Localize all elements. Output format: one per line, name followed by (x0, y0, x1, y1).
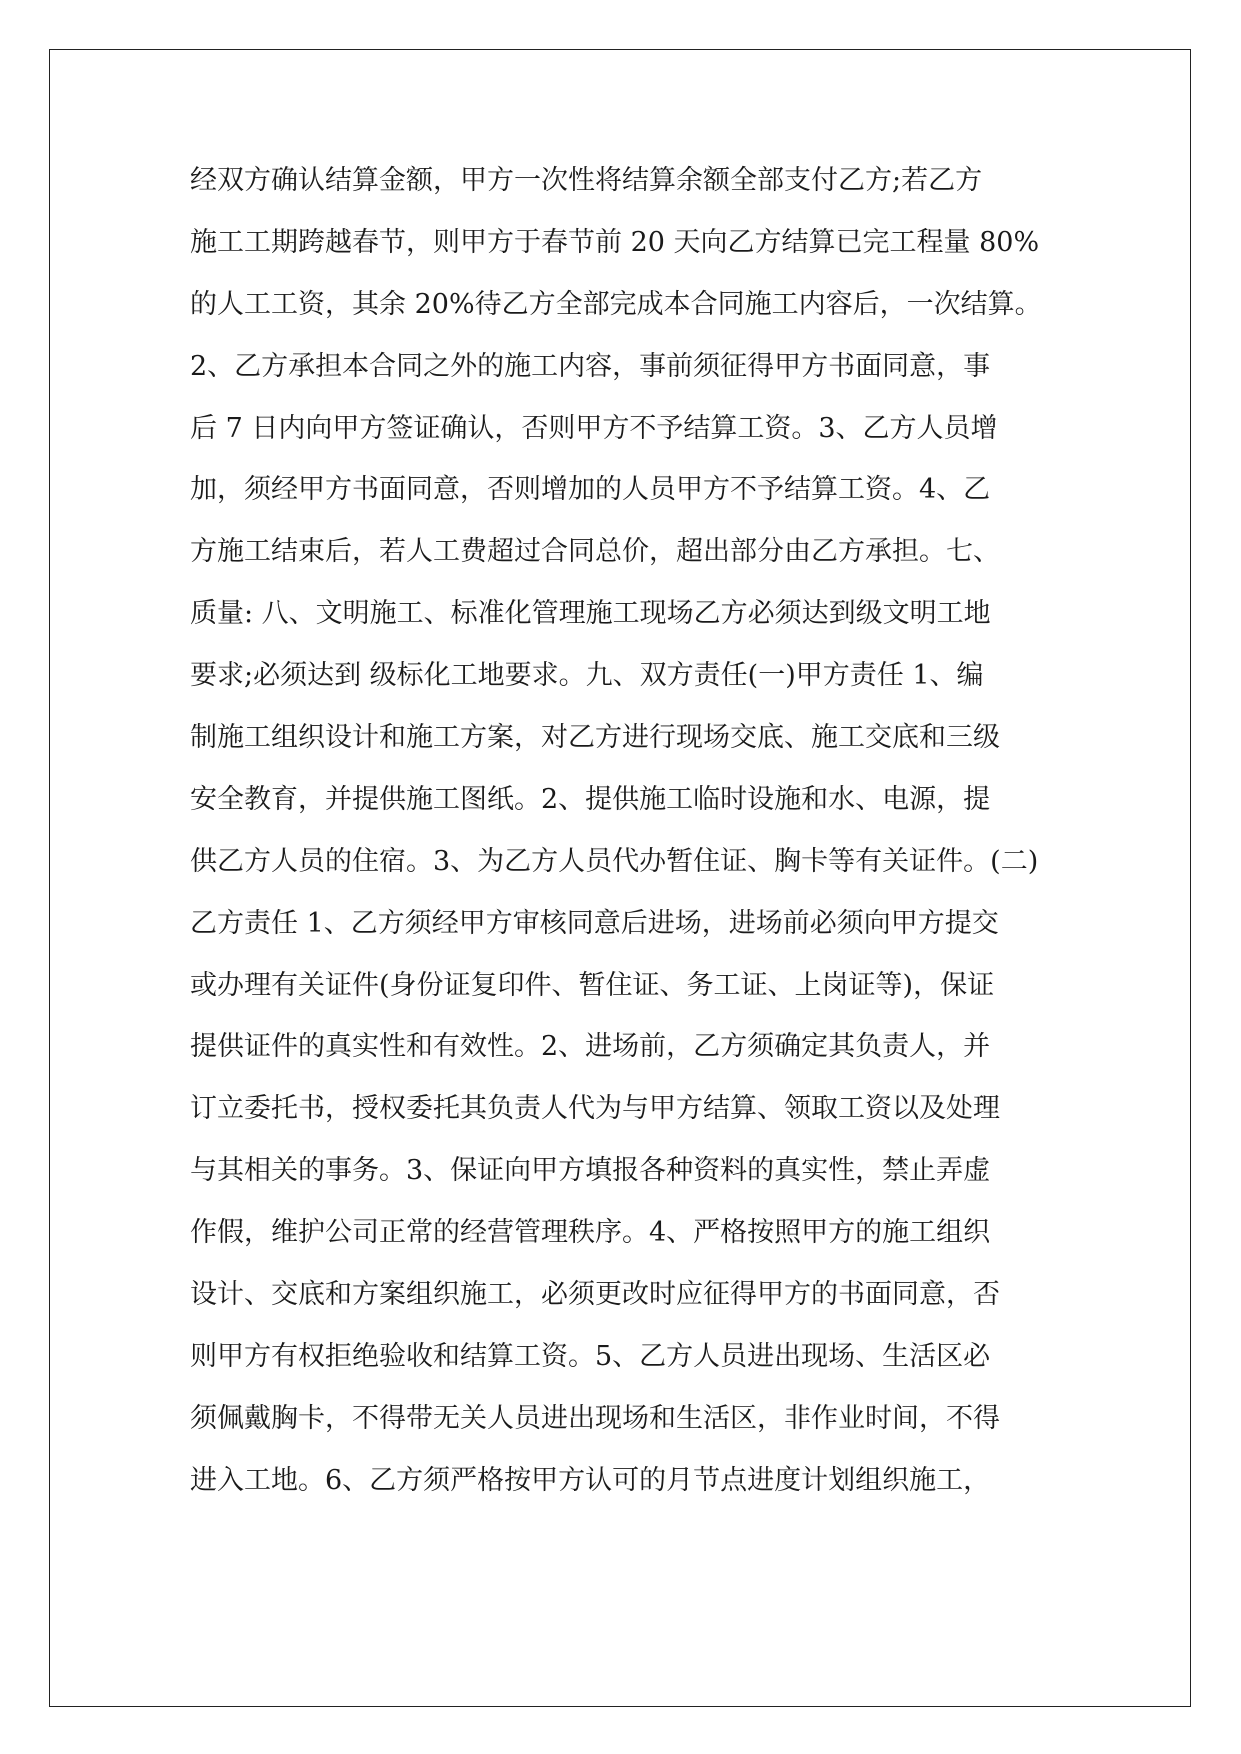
text-line-11: 安全教育，并提供施工图纸。2、提供施工临时设施和水、电源，提 (190, 783, 991, 815)
text-line-9: 要求;必须达到 级标化工地要求。九、双方责任(一)甲方责任 1、编 (190, 660, 984, 692)
document-body (190, 150, 1070, 1512)
text-line-2: 施工工期跨越春节，则甲方于春节前 20 天向乙方结算已完工程量 80% (190, 226, 1040, 258)
text-line-21: 须佩戴胸卡，不得带无关人员进出现场和生活区，非作业时间，不得 (190, 1402, 1000, 1434)
text-line-8: 质量: 八、文明施工、标准化管理施工现场乙方必须达到级文明工地 (190, 598, 991, 630)
text-line-14: 或办理有关证件(身份证复印件、暂住证、务工证、上岗证等)，保证 (190, 969, 995, 1001)
text-line-15: 提供证件的真实性和有效性。2、进场前，乙方须确定其负责人，并 (190, 1031, 991, 1063)
text-line-10: 制施工组织设计和施工方案，对乙方进行现场交底、施工交底和三级 (190, 722, 1000, 754)
text-line-4: 2、乙方承担本合同之外的施工内容，事前须征得甲方书面同意，事 (190, 350, 991, 382)
text-line-16: 订立委托书，授权委托其负责人代为与甲方结算、领取工资以及处理 (190, 1093, 1000, 1125)
text-line-17: 与其相关的事务。3、保证向甲方填报各种资料的真实性，禁止弄虚 (190, 1155, 991, 1187)
text-line-1: 经双方确认结算金额，甲方一次性将结算余额全部支付乙方;若乙方 (190, 165, 983, 196)
text-line-18: 作假，维护公司正常的经营管理秩序。4、严格按照甲方的施工组织 (190, 1217, 991, 1249)
text-line-19: 设计、交底和方案组织施工，必须更改时应征得甲方的书面同意，否 (190, 1279, 1000, 1311)
text-line-3: 的人工工资，其余 20%待乙方全部完成本合同施工内容后，一次结算。 (190, 288, 1042, 320)
text-line-22: 进入工地。6、乙方须严格按甲方认可的月节点进度计划组织施工， (190, 1464, 991, 1496)
text-line-12: 供乙方人员的住宿。3、为乙方人员代办暂住证、胸卡等有关证件。(二) (190, 845, 1039, 877)
text-line-5: 后 7 日内向甲方签证确认，否则甲方不予结算工资。3、乙方人员增 (190, 412, 998, 444)
text-line-7: 方施工结束后，若人工费超过合同总价，超出部分由乙方承担。七、 (190, 536, 1000, 568)
text-line-20: 则甲方有权拒绝验收和结算工资。5、乙方人员进出现场、生活区必 (190, 1340, 991, 1372)
text-line-6: 加，须经甲方书面同意，否则增加的人员甲方不予结算工资。4、乙 (190, 474, 991, 506)
text-line-13: 乙方责任 1、乙方须经甲方审核同意后进场，进场前必须向甲方提交 (190, 907, 999, 939)
